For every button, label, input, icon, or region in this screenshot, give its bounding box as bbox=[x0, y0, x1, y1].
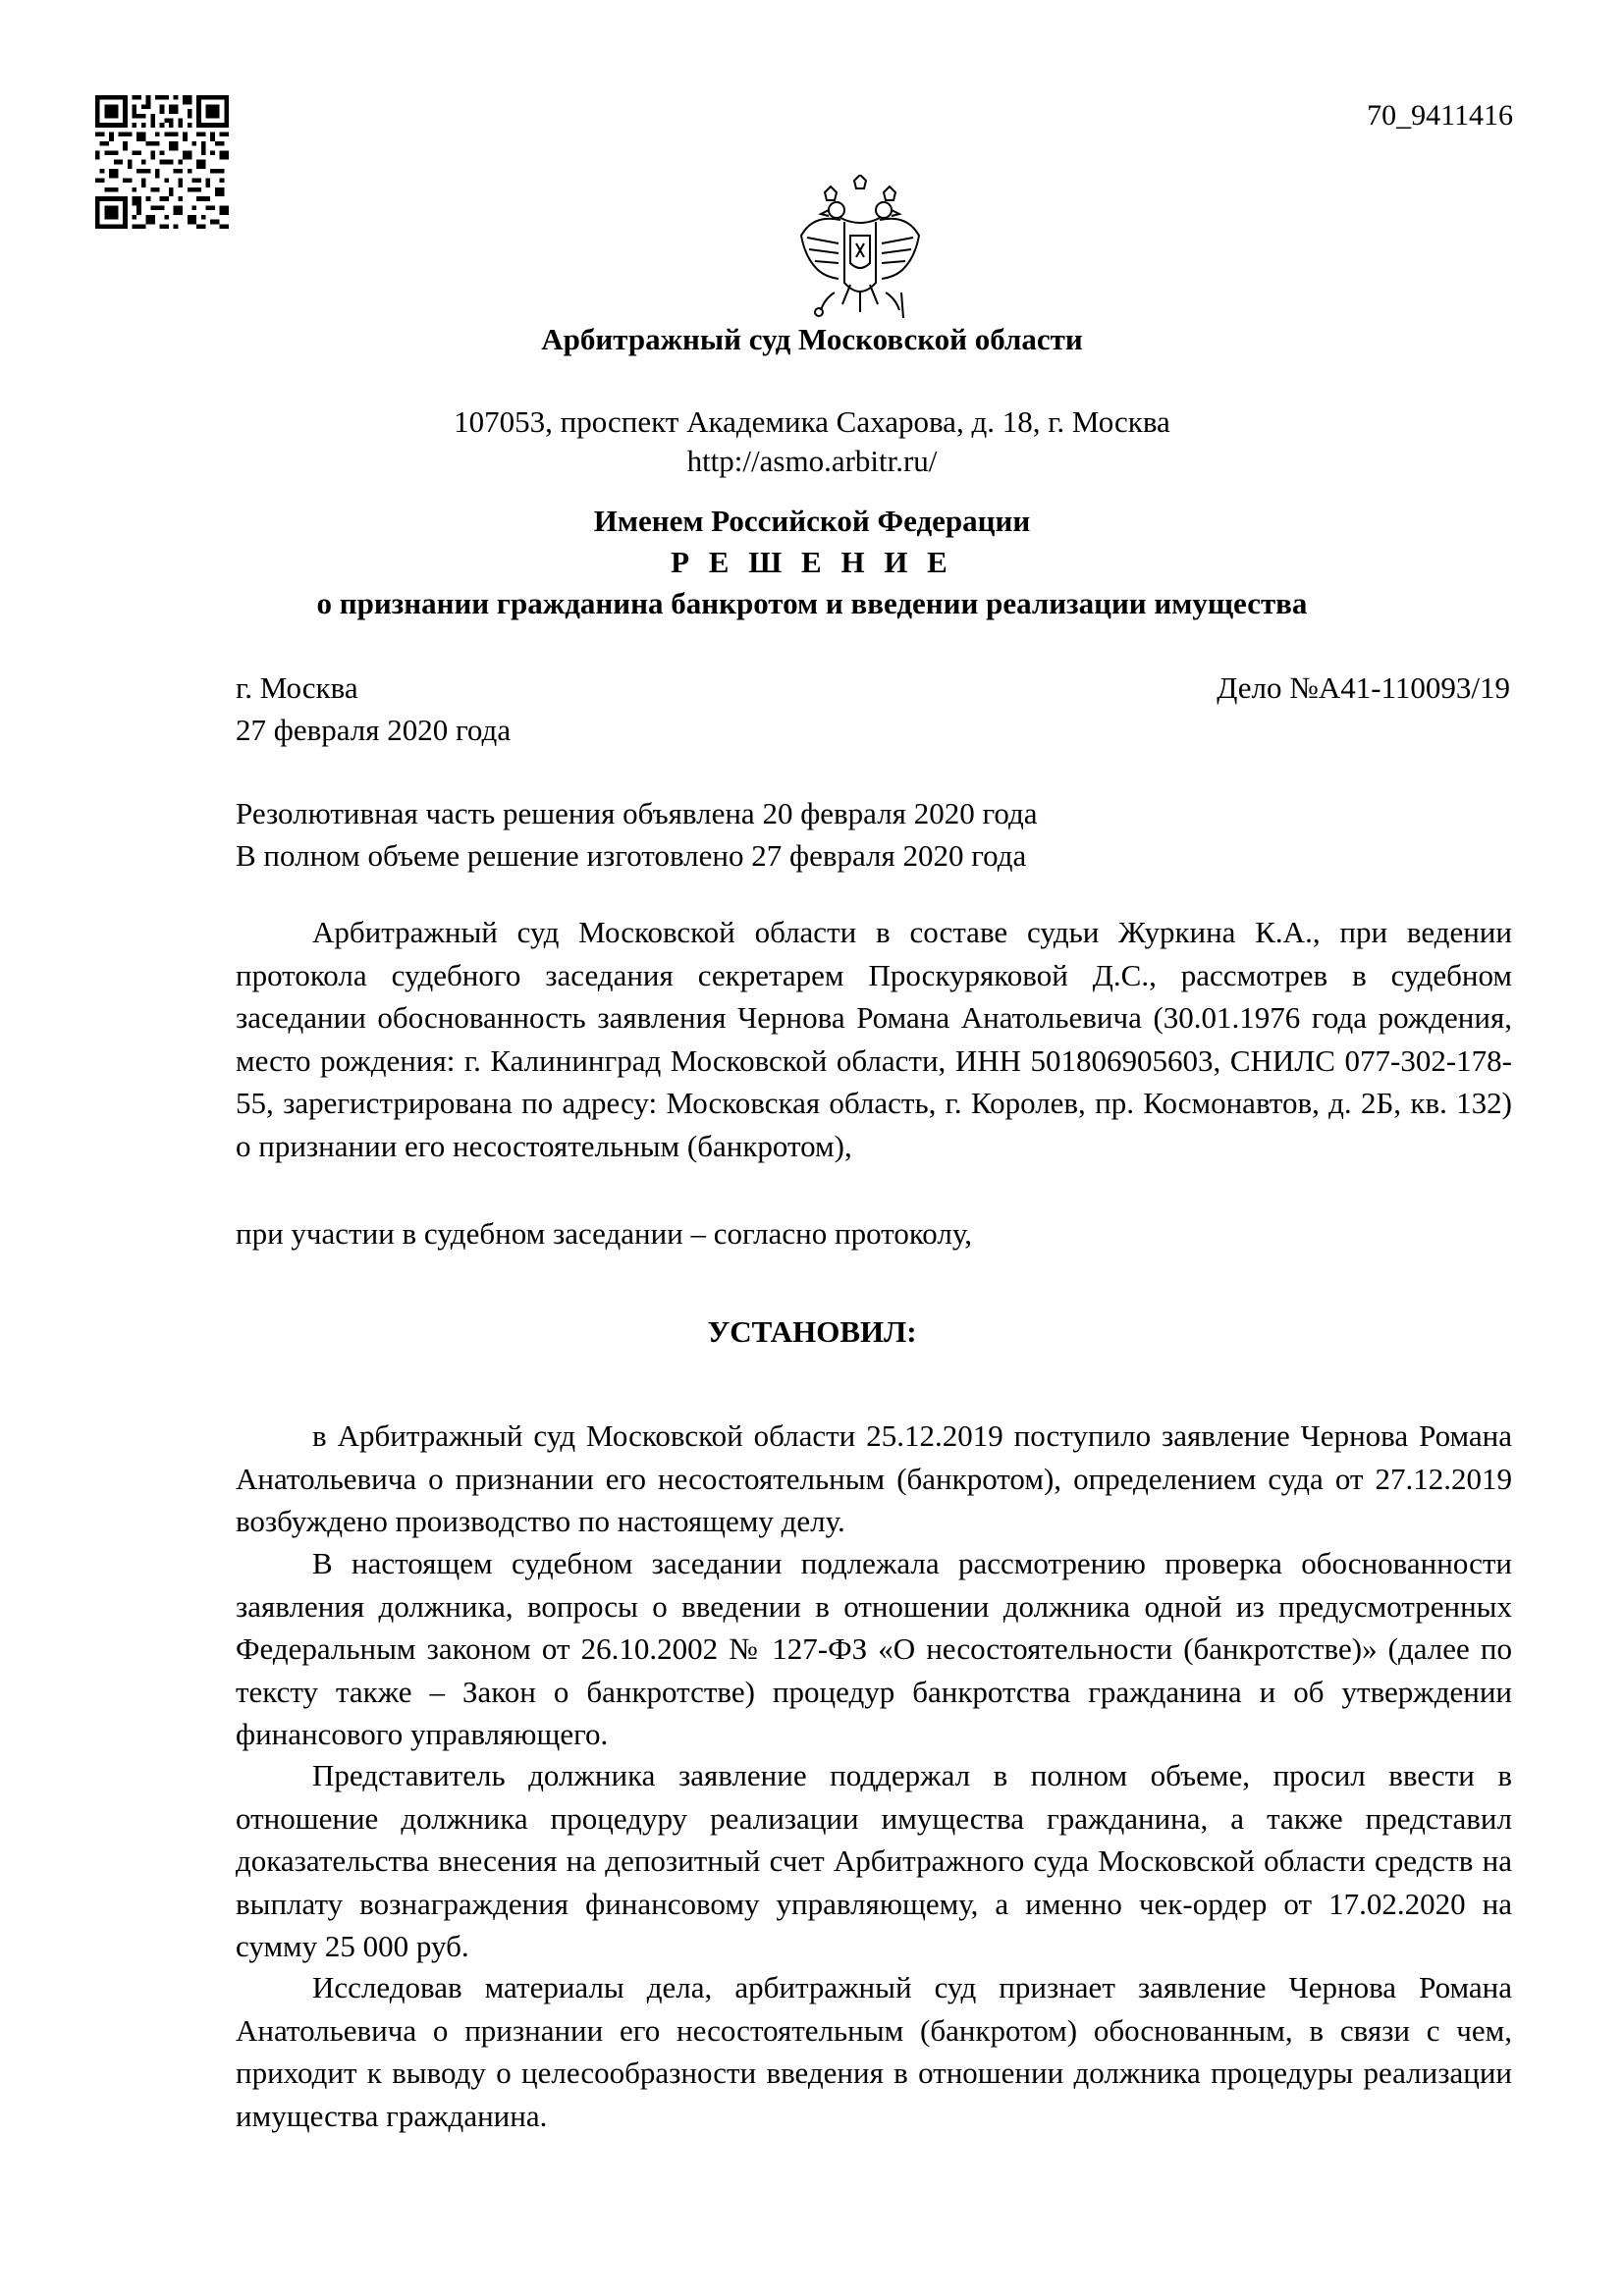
established-paragraph-4: Исследовав материалы дела, арбитражный суд признает заявление Чернова Романа Анатольевича о признании его несостоятельным (банкротом) обоснованным, в связи с чем, приходит к выводу о целесообразности введения в отношении должника процедуры реализации имущества гражданина. bbox=[236, 1970, 1512, 2133]
case-number: Дело №А41-110093/19 bbox=[1217, 670, 1510, 705]
qr-code bbox=[95, 95, 229, 229]
decision-made: В полном объеме решение изготовлено 27 февраля 2020 года bbox=[236, 838, 1027, 873]
participation-line: при участии в судебном заседании – согласно протоколу, bbox=[236, 1216, 973, 1251]
established-paragraph-3: Представитель должника заявление поддержал в полном объеме, просил ввести в отношение должника процедуру реализации имущества гражданина, а также представил доказательства внесения на депозитный счет Арбитражного суда Московской области средств на выплату вознаграждения финансовому управляющему, а именно чек-ордер от 17.02.2020 на сумму 25 000 руб. bbox=[236, 1758, 1512, 1964]
established-paragraph-1: в Арбитражный суд Московской области 25.12.2019 поступило заявление Чернова Романа Анатольевича о признании его несостоятельным (банкротом), определением суда от 27.12.2019 возбуждено производство по настоящему делу. bbox=[236, 1418, 1512, 1539]
resolution-announced: Резолютивная часть решения объявлена 20 февраля 2020 года bbox=[236, 796, 1038, 830]
document-id: 70_9411416 bbox=[1367, 99, 1513, 132]
decision-title: Р Е Ш Е Н И Е bbox=[671, 545, 953, 579]
intro-paragraph: Арбитражный суд Московской области в составе судьи Журкина К.А., при ведении протокола судебного заседания секретарем Проскуряковой Д.С., рассмотрев в судебном заседании обоснованность заявления Чернова Романа Анатольевича (30.01.1976 года рождения, место рождения: г. Калининград Московской области, ИНН 501806905603, СНИЛС 077-302-178-55, зарегистрирована по адресу: Московская область, г. Королев, пр. Космонавтов, д. 2Б, кв. 132) о признании его несостоятельным (банкротом), bbox=[236, 915, 1512, 1163]
decision-date: 27 февраля 2020 года bbox=[236, 713, 512, 747]
city: г. Москва bbox=[236, 670, 358, 705]
coat-of-arms-emblem bbox=[795, 175, 925, 320]
court-name: Арбитражный суд Московской области bbox=[541, 322, 1083, 356]
established-paragraph-2: В настоящем судебном заседании подлежала рассмотрению проверка обоснованности заявления должника, вопросы о введении в отношении должника одной из предусмотренных Федеральным законом от 26.10.2002 № 127-ФЗ «О несостоятельности (банкротстве)» (далее по тексту также – Закон о банкротстве) процедур банкротства гражданина и об утверждении финансового управляющего. bbox=[236, 1546, 1512, 1752]
decision-subject: о признании гражданина банкротом и введении реализации имущества bbox=[316, 586, 1308, 620]
court-address: 107053, проспект Академика Сахарова, д. 18, г. Москва bbox=[454, 404, 1170, 439]
court-website: http://asmo.arbitr.ru/ bbox=[686, 444, 938, 478]
established-heading: УСТАНОВИЛ: bbox=[707, 1314, 917, 1349]
in-name-of-federation: Именем Российской Федерации bbox=[593, 504, 1031, 538]
